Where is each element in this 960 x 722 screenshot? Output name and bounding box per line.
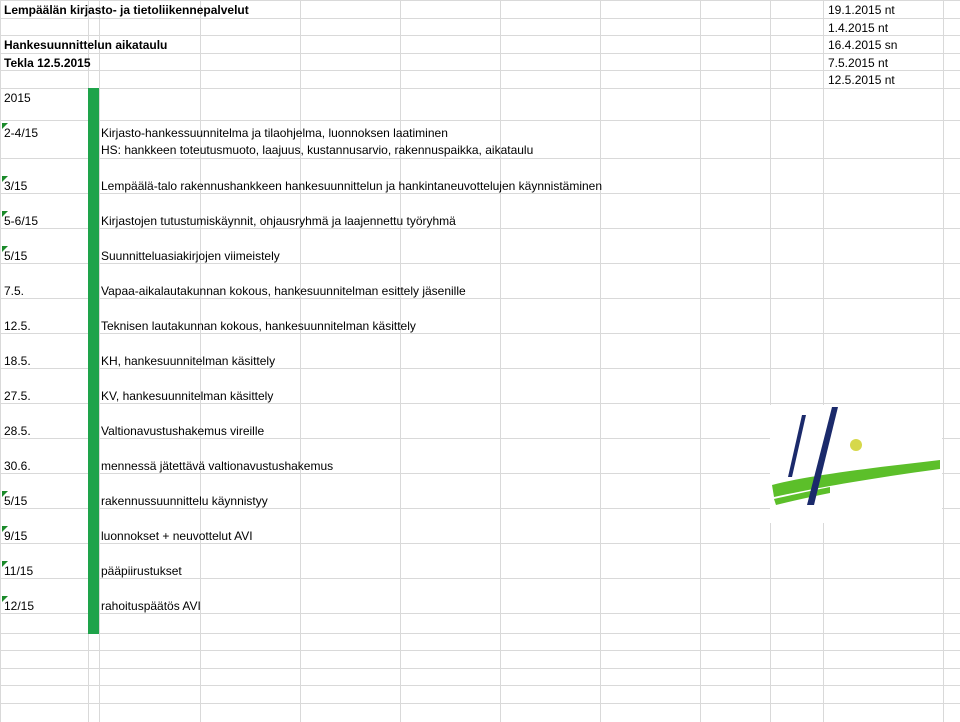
row-date: 5/15 [4, 494, 28, 508]
municipality-logo [770, 405, 942, 523]
row-text: Lempäälä-talo rakennushankkeen hankesuunnittelun ja hankintaneuvottelujen käynnistäminen [101, 179, 603, 193]
logo-navy-stroke-2 [788, 415, 806, 477]
row-date: 2-4/15 [4, 126, 39, 140]
row-date: 7.5. [4, 284, 25, 298]
row-text: Kirjastojen tutustumiskäynnit, ohjausryhmä ja laajennettu työryhmä [101, 214, 456, 228]
row-text: rahoituspäätös AVI [101, 599, 201, 613]
row-date: 28.5. [4, 424, 31, 438]
author-line: Tekla 12.5.2015 [4, 56, 91, 70]
row-text: rakennussuunnittelu käynnistyy [101, 494, 268, 508]
row-date: 30.6. [4, 459, 31, 473]
timeline-bar [88, 88, 99, 634]
row-text: Suunnitteluasiakirjojen viimeistely [101, 249, 280, 263]
row-text: Kirjasto-hankessuunnitelma ja tilaohjelma, luonnoksen laatiminen [101, 126, 448, 140]
org-title: Lempäälän kirjasto- ja tietoliikennepalvelut [4, 3, 249, 17]
row-text: Valtionavustushakemus vireille [101, 424, 265, 438]
row-text: luonnokset + neuvottelut AVI [101, 529, 253, 543]
row-date: 5/15 [4, 249, 28, 263]
revision-3: 16.4.2015 sn [828, 38, 898, 52]
row-date: 5-6/15 [4, 214, 39, 228]
logo-green-swoosh [772, 460, 940, 497]
row-text: mennessä jätettävä valtionavustushakemus [101, 459, 334, 473]
row-date: 12/15 [4, 599, 35, 613]
row-text: pääpiirustukset [101, 564, 182, 578]
row-date: 9/15 [4, 529, 28, 543]
revision-2: 1.4.2015 nt [828, 21, 889, 35]
year-label: 2015 [4, 91, 31, 105]
logo-yellow-dot [850, 439, 862, 451]
row-date: 11/15 [4, 564, 34, 578]
row-text: Teknisen lautakunnan kokous, hankesuunnitelman käsittely [101, 319, 416, 333]
row-text: KV, hankesuunnitelman käsittely [101, 389, 274, 403]
row-date: 27.5. [4, 389, 31, 403]
project-title: Hankesuunnittelun aikataulu [4, 38, 168, 52]
revision-4: 7.5.2015 nt [828, 56, 889, 70]
revision-5: 12.5.2015 nt [828, 73, 895, 87]
row-date: 12.5. [4, 319, 31, 333]
row-text: KH, hankesuunnitelman käsittely [101, 354, 276, 368]
revision-1: 19.1.2015 nt [828, 3, 895, 17]
row-date: 18.5. [4, 354, 31, 368]
row-text: Vapaa-aikalautakunnan kokous, hankesuunnitelman esittely jäsenille [101, 284, 466, 298]
row-date: 3/15 [4, 179, 28, 193]
row-text: HS: hankkeen toteutusmuoto, laajuus, kustannusarvio, rakennuspaikka, aikataulu [101, 143, 534, 157]
